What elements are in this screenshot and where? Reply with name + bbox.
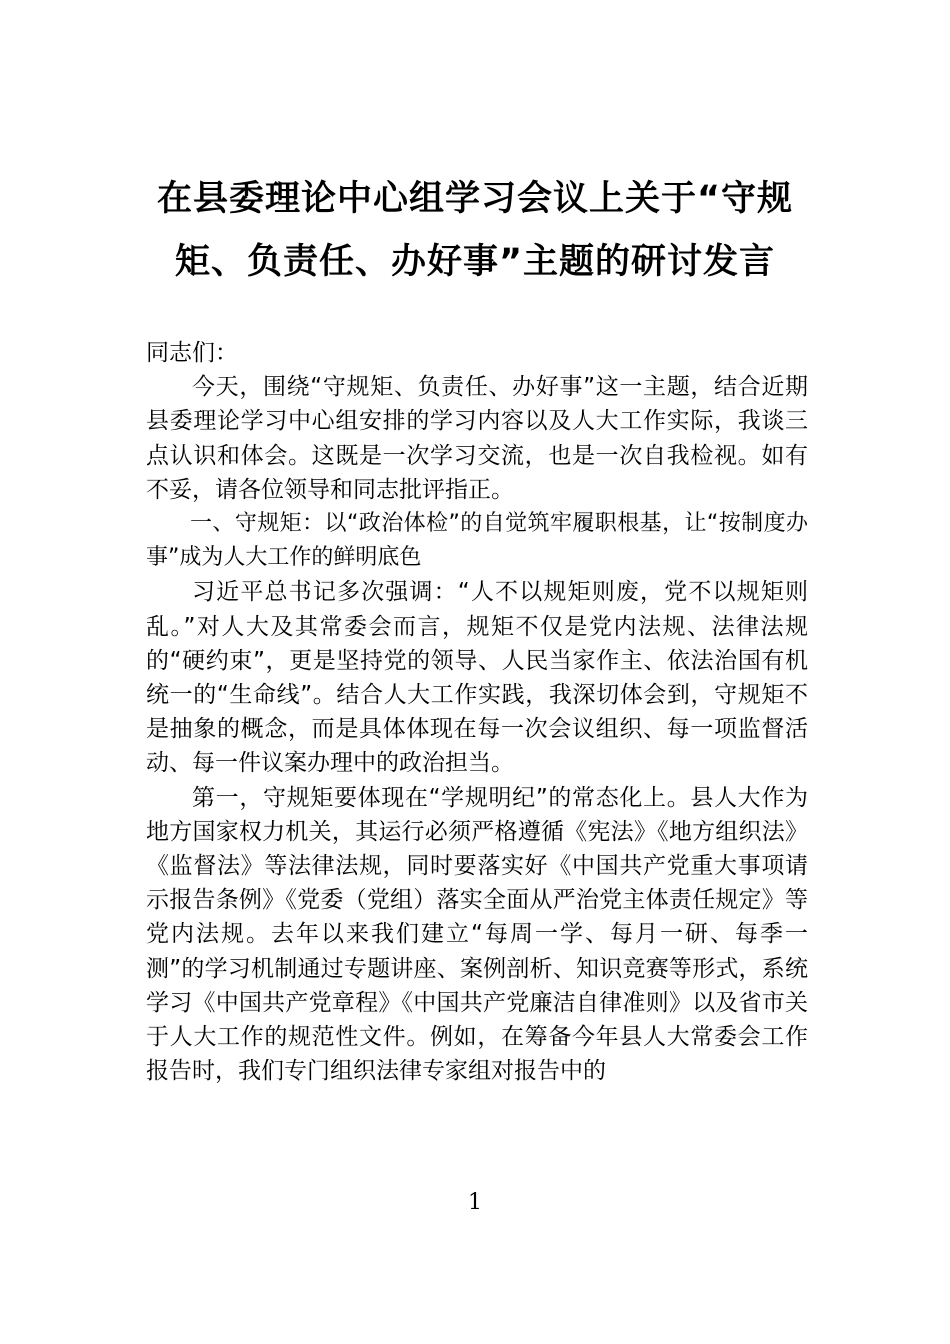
document-title: 在县委理论中心组学习会议上关于“守规矩、负责任、办好事”主题的研讨发言: [156, 179, 793, 282]
paragraph: 习近平总书记多次强调：“人不以规矩则废，党不以规矩则乱。”对人大及其常委会而言，规矩不仅是党内法规、法律法规的“硬约束”，更是坚持党的领导、人民当家作主、依法治国有机统一的“生命线”。结合人大工作实践，我深切体会到，守规矩不是抽象的概念，而是具体体现在每一次会议组织、每一项监督活动、每一件议案办理中的政治担当。: [146, 579, 808, 777]
greeting: 同志们：: [146, 340, 238, 366]
paragraph: 第一，守规矩要体现在“学规明纪”的常态化上。县人大作为地方国家权力机关，其运行必须严格遵循《宪法》《地方组织法》《监督法》等法律法规，同时要落实好《中国共产党重大事项请示报告条例》《党委（党组）落实全面从严治党主体责任规定》等党内法规。去年以来我们建立“每周一学、每月一研、每季一测”的学习机制通过专题讲座、案例剖析、知识竞赛等形式，系统学习《中国共产党章程》《中国共产党廉洁自律准则》以及省市关于人大工作的规范性文件。例如，在筹备今年县人大常委会工作报告时，我们专门组织法律专家组对报告中的: [146, 784, 808, 1085]
page-number: 1: [468, 1190, 482, 1215]
section-heading: 一、守规矩：以“政治体检”的自觉筑牢履职根基，让“按制度办事”成为人大工作的鲜明底色: [146, 511, 808, 571]
document-body: [146, 336, 808, 1088]
paragraph-intro: 今天，围绕“守规矩、负责任、办好事”这一主题，结合近期县委理论学习中心组安排的学习内容以及人大工作实际，我谈三点认识和体会。这既是一次学习交流，也是一次自我检视。如有不妥，请各位领导和同志批评指正。: [146, 374, 808, 503]
